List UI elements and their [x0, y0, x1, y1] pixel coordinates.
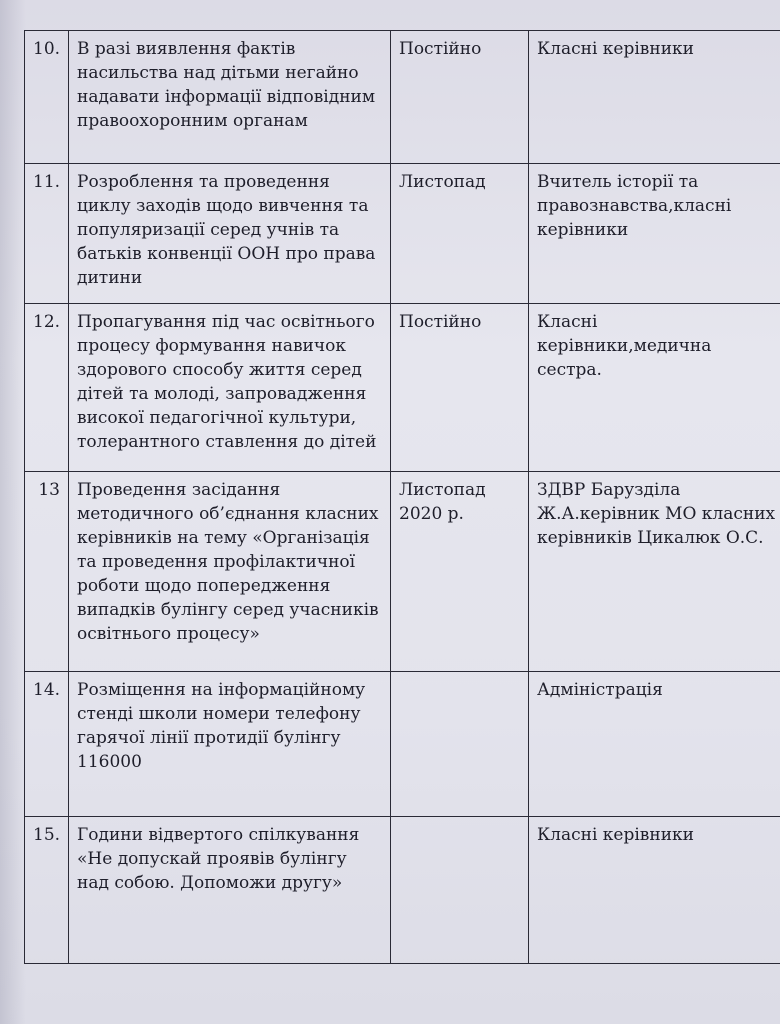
table-row [25, 304, 780, 472]
table-row [25, 164, 780, 304]
term-cell: Постійно [391, 304, 529, 472]
responsible-cell: Класні керівники [529, 31, 780, 164]
row-number: 13 [25, 472, 69, 672]
term-cell [391, 672, 529, 817]
measures-table [24, 30, 780, 964]
task-cell: В разі виявлення фактів насильства над дітьми негайно надавати інформації відповідним правоохоронним органам [69, 31, 391, 164]
task-cell: Розміщення на інформаційному стенді школи номери телефону гарячої лінії протидії булінгу 116000 [69, 672, 391, 817]
page-shadow [0, 0, 26, 1024]
task-cell: Розроблення та проведення циклу заходів щодо вивчення та популяризації серед учнів та батьків конвенції ООН про права дитини [69, 164, 391, 304]
row-number: 11. [25, 164, 69, 304]
row-number: 10. [25, 31, 69, 164]
responsible-cell: Класні керівники,медична сестра. [529, 304, 780, 472]
row-number: 14. [25, 672, 69, 817]
term-cell [391, 817, 529, 964]
table-row [25, 472, 780, 672]
term-cell: Листопад [391, 164, 529, 304]
term-cell: Постійно [391, 31, 529, 164]
task-cell: Години відвертого спілкування «Не допускай проявів булінгу над собою. Допоможи другу» [69, 817, 391, 964]
table-row [25, 31, 780, 164]
row-number: 15. [25, 817, 69, 964]
table-row [25, 672, 780, 817]
responsible-cell: ЗДВР Барузділа Ж.А.керівник МО класних керівників Цикалюк О.С. [529, 472, 780, 672]
responsible-cell: Класні керівники [529, 817, 780, 964]
responsible-cell: Вчитель історії та правознавства,класні керівники [529, 164, 780, 304]
term-cell: Листопад 2020 р. [391, 472, 529, 672]
task-cell: Проведення засідання методичного об’єднання класних керівників на тему «Організація та проведення профілактичної роботи щодо попередження випадків булінгу серед учасників освітнього процесу» [69, 472, 391, 672]
responsible-cell: Адміністрація [529, 672, 780, 817]
table-row [25, 817, 780, 964]
row-number: 12. [25, 304, 69, 472]
task-cell: Пропагування під час освітнього процесу формування навичок здорового способу життя серед дітей та молоді, запровадження високої педагогічної культури, толерантного ставлення до дітей [69, 304, 391, 472]
